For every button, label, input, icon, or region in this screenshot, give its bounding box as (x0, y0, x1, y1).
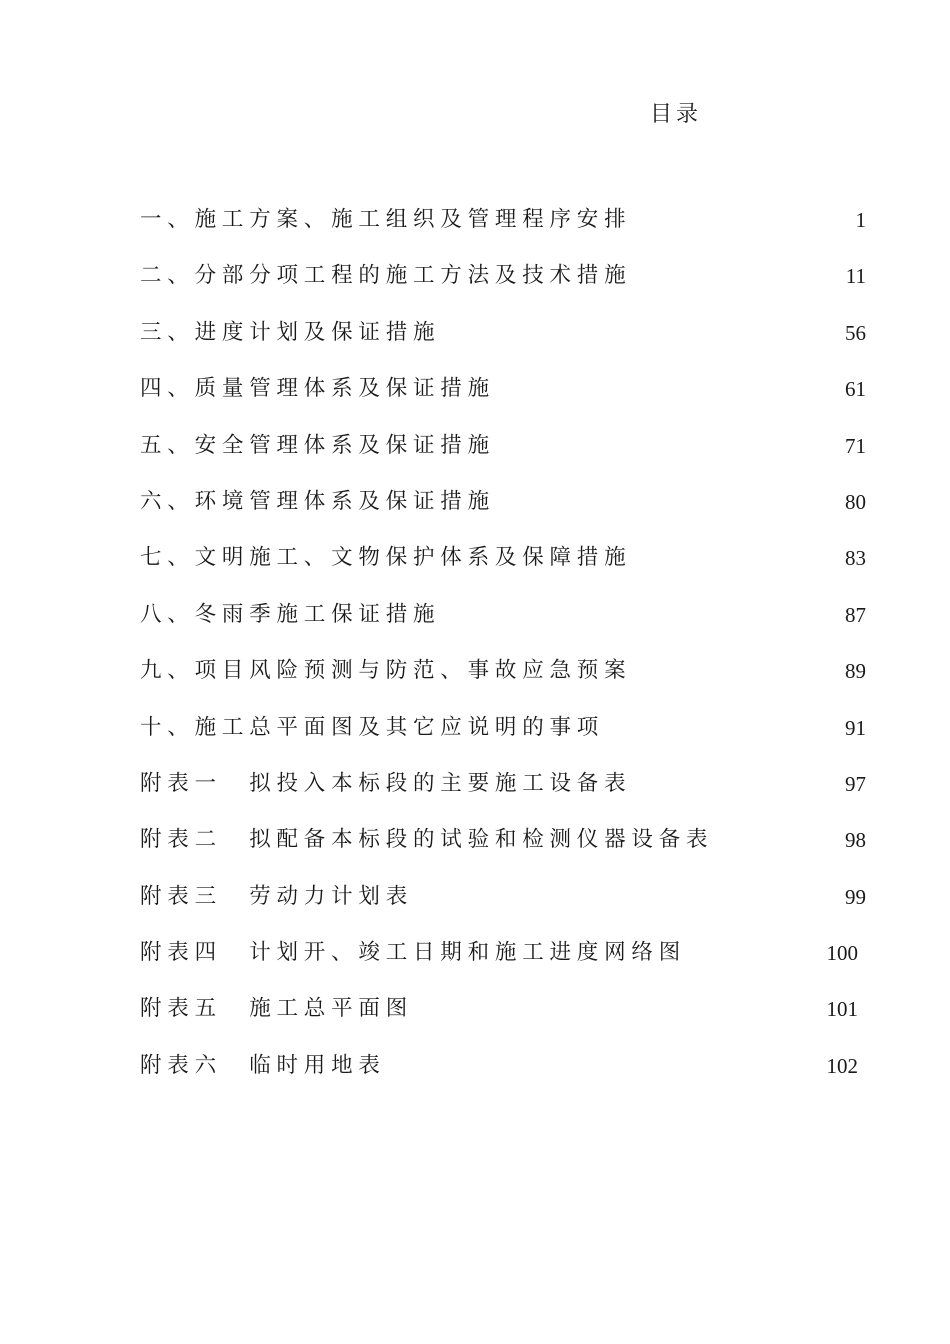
toc-entry-label: 附表六 临时用地表 (140, 1052, 386, 1078)
toc-entry-label: 八、冬雨季施工保证措施 (140, 601, 441, 627)
toc-entry-label: 附表三 劳动力计划表 (140, 883, 414, 909)
toc-entry[interactable] (0, 474, 950, 530)
toc-entry-label: 十、施工总平面图及其它应说明的事项 (140, 714, 605, 740)
toc-entry-page-number: 56 (845, 320, 866, 345)
toc-entry-page-number: 102 (826, 1053, 858, 1078)
toc-entry[interactable] (0, 1038, 950, 1094)
toc-entry-page-number: 71 (845, 433, 866, 458)
toc-entry-label: 三、进度计划及保证措施 (140, 319, 441, 345)
toc-entry-page-number: 91 (845, 715, 866, 740)
toc-list (0, 192, 950, 1094)
toc-entry-label: 一、施工方案、施工组织及管理程序安排 (140, 207, 632, 232)
toc-entry-page-number: 100 (826, 941, 858, 966)
toc-entry[interactable] (0, 643, 950, 699)
toc-entry-page-number: 1 (855, 208, 866, 232)
toc-entry-label: 四、质量管理体系及保证措施 (140, 376, 495, 402)
toc-entry-label: 附表二 拟配备本标段的试验和检测仪器设备表 (140, 827, 714, 853)
toc-entry-label: 九、项目风险预测与防范、事故应急预案 (140, 658, 632, 684)
toc-entry-page-number: 99 (845, 884, 866, 909)
toc-entry[interactable] (0, 869, 950, 925)
toc-entry[interactable] (0, 305, 950, 361)
toc-entry[interactable] (0, 756, 950, 812)
toc-entry-label: 附表四 计划开、竣工日期和施工进度网络图 (140, 940, 687, 966)
toc-entry-page-number: 83 (845, 546, 866, 571)
toc-entry-label: 二、分部分项工程的施工方法及技术措施 (140, 263, 632, 289)
toc-entry-label: 五、安全管理体系及保证措施 (140, 432, 495, 458)
toc-entry-page-number: 80 (845, 489, 866, 514)
toc-entry-label: 七、文明施工、文物保护体系及保障措施 (140, 545, 632, 571)
toc-entry[interactable] (0, 361, 950, 417)
toc-entry-label: 附表五 施工总平面图 (140, 996, 414, 1022)
toc-entry-page-number: 89 (845, 659, 866, 684)
toc-entry[interactable] (0, 925, 950, 981)
toc-entry[interactable] (0, 192, 950, 248)
toc-entry-label: 六、环境管理体系及保证措施 (140, 488, 495, 514)
toc-entry-page-number: 98 (845, 828, 866, 853)
toc-entry[interactable] (0, 418, 950, 474)
toc-entry[interactable] (0, 981, 950, 1037)
toc-entry-page-number: 61 (845, 377, 866, 402)
toc-entry-page-number: 101 (826, 997, 858, 1022)
toc-entry[interactable] (0, 812, 950, 868)
toc-entry-page-number: 11 (845, 264, 866, 289)
toc-entry-page-number: 97 (845, 771, 866, 796)
toc-entry[interactable] (0, 530, 950, 586)
toc-entry[interactable] (0, 587, 950, 643)
toc-entry[interactable] (0, 248, 950, 304)
toc-title: 目录 (650, 102, 703, 127)
toc-entry-label: 附表一 拟投入本标段的主要施工设备表 (140, 770, 632, 796)
toc-entry-page-number: 87 (845, 602, 866, 627)
toc-entry[interactable] (0, 700, 950, 756)
